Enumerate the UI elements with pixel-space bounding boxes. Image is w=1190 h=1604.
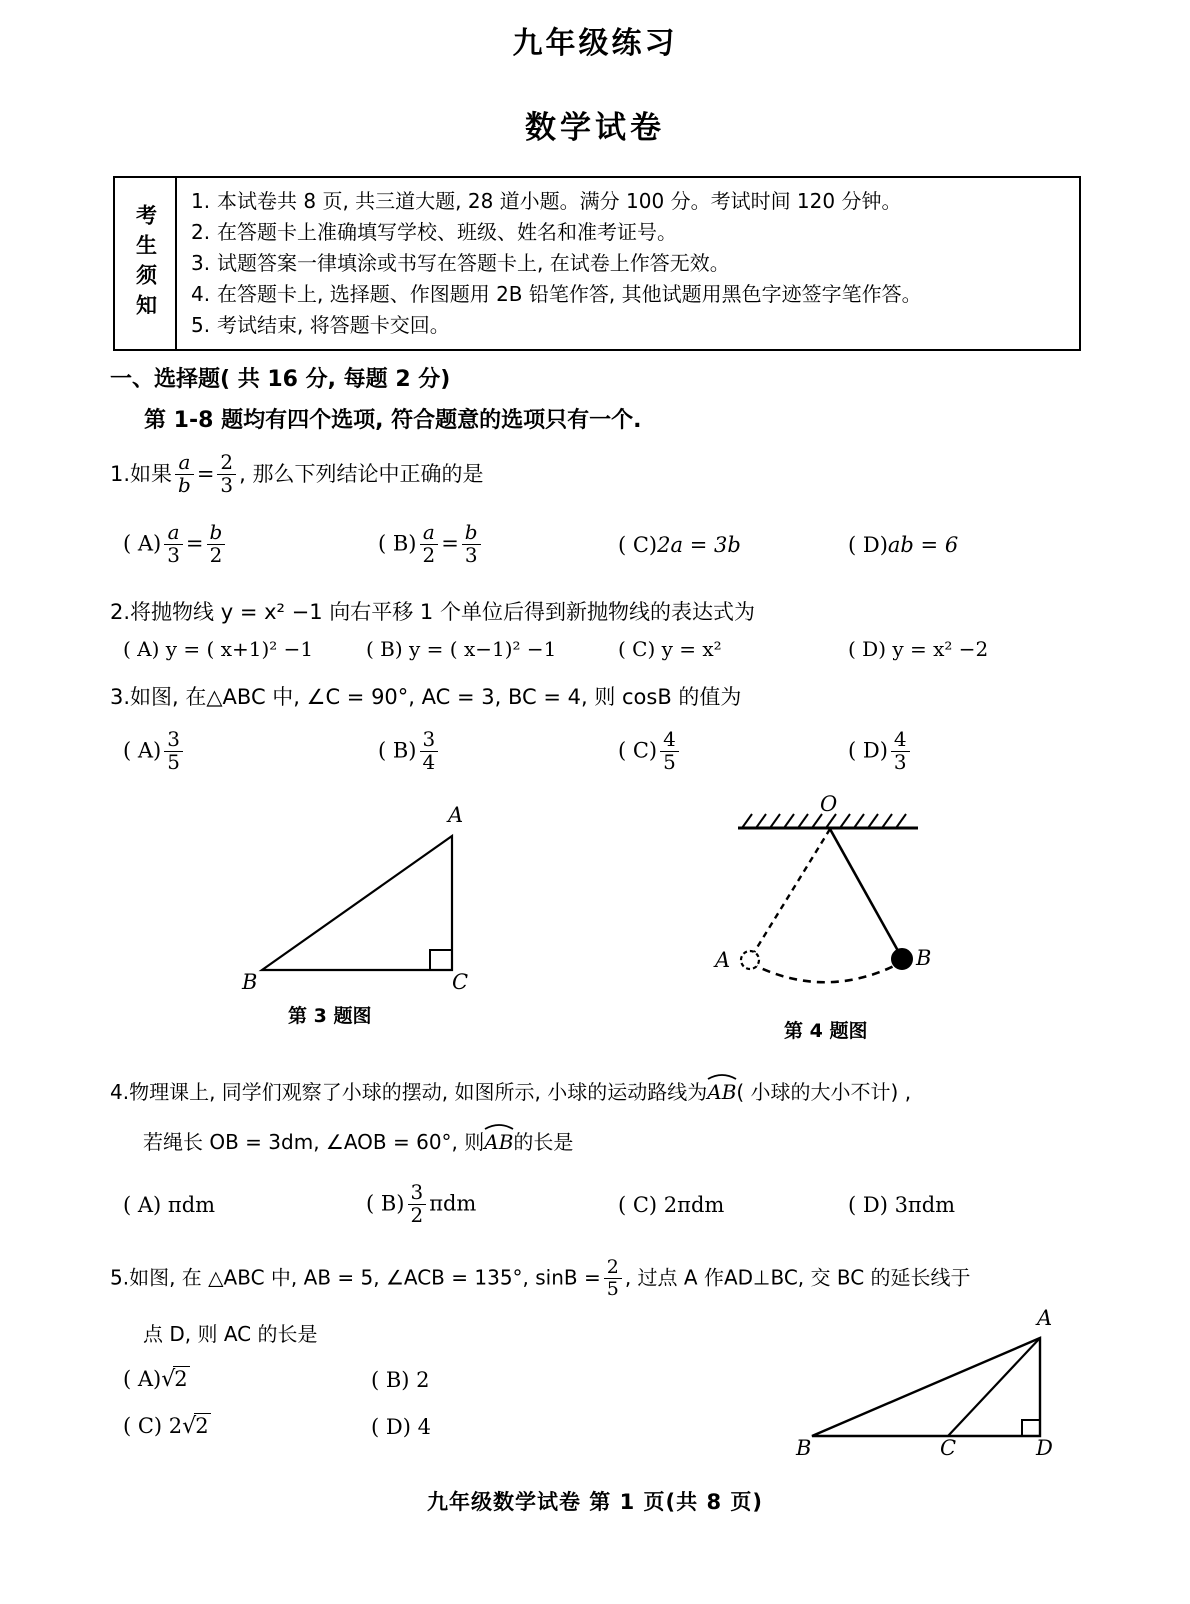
question-5-option-a[interactable]: ( A)√2 [123,1367,188,1392]
question-1-option-b[interactable]: ( B) $\frac{a}{2}$ = $\frac{b}{3}$ [378,523,618,567]
notice-item-text: 考试结束, 将答题卡交回。 [217,313,450,337]
option-fraction: $\frac{3}{2}$ [408,1182,427,1226]
question-3-option-c[interactable]: ( C) $\frac{4}{5}$ [618,730,848,774]
notice-item-number: 1. [191,189,211,213]
notice-item-number: 3. [191,251,211,275]
notice-item [191,279,1069,310]
question-2-option-a[interactable]: ( A) y = ( x+1)² −1 [123,636,314,661]
question-5-options-row-1 [123,1366,430,1392]
question-1-stem [110,450,484,497]
figure-5-label-a: A [1037,1306,1053,1330]
question-2-option-c[interactable]: ( C) y = x² [618,636,722,661]
figure-4-caption: 第 4 题图 [784,1020,868,1042]
question-5-option-b[interactable]: ( B) 2 [371,1367,430,1392]
question-1-fraction-left: $\frac{a}{b}$ [175,452,194,496]
question-4-option-a[interactable]: ( A) πdm [123,1193,216,1218]
question-5-fraction: $\frac{2}{5}$ [604,1257,622,1299]
sqrt-icon: √2 [182,1414,209,1439]
figure-3-label-c: C [452,970,469,994]
notice-item-number: 2. [191,220,211,244]
question-2-option-b[interactable]: ( B) y = ( x−1)² −1 [366,636,557,661]
figure-5-label-b: B [796,1436,812,1460]
question-4-stem-a: 物理课上, 同学们观察了小球的摆动, 如图所示, 小球的运动路线为 [129,1080,708,1104]
question-1-option-a[interactable]: ( A) $\frac{a}{3}$ = $\frac{b}{2}$ [123,523,378,567]
notice-item-text: 在答题卡上, 选择题、作图题用 2B 铅笔作答, 其他试题用黑色字迹签字笔作答。 [217,282,922,306]
notice-item-text: 在答题卡上准确填写学校、班级、姓名和准考证号。 [217,220,677,244]
question-3-options [123,727,913,774]
figure-3-label-a: A [448,803,464,827]
question-3-stem [110,681,741,711]
triangle-abc-svg [240,798,490,998]
question-2-stem [110,596,755,626]
figure-3-label-b: B [242,970,258,994]
question-4-options [123,1180,956,1227]
figure-question-5 [796,1306,1070,1460]
question-1-option-c[interactable]: ( C)2a = 3b [618,533,741,558]
option-fraction: $\frac{a}{2}$ [420,522,439,566]
notice-label-text: 考生须知 [133,203,158,324]
question-1-fraction-right: $\frac{2}{3}$ [217,452,236,496]
question-1-option-d[interactable]: ( D)ab = 6 [848,533,959,558]
figure-4-label-a: A [715,948,731,972]
question-5-option-c[interactable]: ( C) 2√2 [123,1414,209,1439]
option-fraction: $\frac{a}{3}$ [164,522,183,566]
section-note-choice: 第 1-8 题均有四个选项, 符合题意的选项只有一个. [144,408,642,433]
option-fraction: $\frac{3}{4}$ [420,729,439,773]
question-4-number: 4. [110,1080,130,1104]
question-4-stem-line-2 [143,1123,573,1155]
question-4-option-c[interactable]: ( C) 2πdm [618,1193,725,1218]
candidate-notice-box [113,176,1081,351]
arc-notation-ab: AB [707,1073,736,1104]
question-2-stem-text: 将抛物线 y = x² −1 向右平移 1 个单位后得到新抛物线的表达式为 [130,600,755,624]
question-5-stem-b: , 过点 A 作AD⊥BC, 交 BC 的延长线于 [624,1265,971,1290]
question-4-option-b[interactable]: ( B) $\frac{3}{2}$ πdm [366,1180,477,1227]
question-3-stem-text: 如图, 在△ABC 中, ∠C = 90°, AC = 3, BC = 4, 则 cosB 的值为 [130,685,742,709]
figure-4-label-b: B [916,946,932,970]
equals-sign: = [196,462,215,487]
question-4-option-d[interactable]: ( D) 3πdm [848,1193,956,1218]
option-fraction: $\frac{3}{5}$ [164,729,183,773]
question-4-stem-d: 的长是 [513,1130,574,1154]
question-4-stem-line-1 [110,1073,911,1105]
question-1-number: 1. [110,462,131,487]
section-heading-choice: 一、选择题( 共 16 分, 每题 2 分) [110,367,451,392]
notice-list [177,178,1079,349]
figure-5-label-d: D [1036,1436,1053,1460]
question-2-option-d[interactable]: ( D) y = x² −2 [848,636,989,661]
question-2-options [123,635,988,661]
triangle-abd-svg [800,1308,1070,1458]
figure-question-3 [240,798,490,998]
figure-3-caption: 第 3 题图 [288,1005,372,1027]
option-fraction: $\frac{4}{3}$ [891,729,910,773]
figure-5-label-c: C [940,1436,957,1460]
question-5-stem-line-2: 点 D, 则 AC 的长是 [143,1322,318,1346]
sqrt-icon: √2 [161,1367,188,1392]
question-5-option-d[interactable]: ( D) 4 [371,1414,431,1439]
figure-question-4 [700,792,960,1001]
question-1-stem-pre: 如果 [130,462,173,487]
option-fraction: $\frac{b}{3}$ [462,522,481,566]
notice-item [191,310,1069,341]
exam-page [0,18,1190,1604]
figure-4-label-o: O [820,792,838,816]
notice-item-number: 4. [191,282,211,306]
page-footer: 九年级数学试卷 第 1 页(共 8 页) [427,1490,763,1514]
notice-label-cell [115,178,177,349]
pendulum-svg [700,796,960,1001]
arc-icon [707,1073,737,1080]
notice-item-text: 试题答案一律填涂或书写在答题卡上, 在试卷上作答无效。 [217,251,730,275]
question-5-stem-a: 如图, 在 △ABC 中, AB = 5, ∠ACB = 135°, sinB = [129,1265,601,1290]
question-5-number: 5. [110,1265,130,1290]
question-5-options-row-2 [123,1413,431,1439]
arc-icon [484,1123,514,1130]
notice-item [191,217,1069,248]
notice-item [191,186,1069,217]
option-fraction: $\frac{4}{5}$ [660,729,679,773]
question-3-option-a[interactable]: ( A) $\frac{3}{5}$ [123,730,378,774]
question-4-stem-b: ( 小球的大小不计) , [736,1080,912,1104]
notice-item [191,248,1069,279]
question-5-stem-line-1 [110,1258,971,1300]
question-2-number: 2. [110,600,131,624]
notice-item-number: 5. [191,313,211,337]
question-1-stem-post: , 那么下列结论中正确的是 [239,462,484,487]
question-1-options [123,520,959,567]
question-4-stem-c: 若绳长 OB = 3dm, ∠AOB = 60°, 则 [143,1130,485,1154]
notice-item-text: 本试卷共 8 页, 共三道大题, 28 道小题。满分 100 分。考试时间 120 分钟。 [217,189,902,213]
arc-notation-ab: AB [484,1123,513,1154]
question-3-number: 3. [110,685,131,709]
question-3-option-b[interactable]: ( B) $\frac{3}{4}$ [378,730,618,774]
page-subtitle: 数学试卷 [525,110,665,146]
page-title: 九年级练习 [512,26,678,61]
question-3-option-d[interactable]: ( D) $\frac{4}{3}$ [848,730,913,774]
option-fraction: $\frac{b}{2}$ [207,522,226,566]
